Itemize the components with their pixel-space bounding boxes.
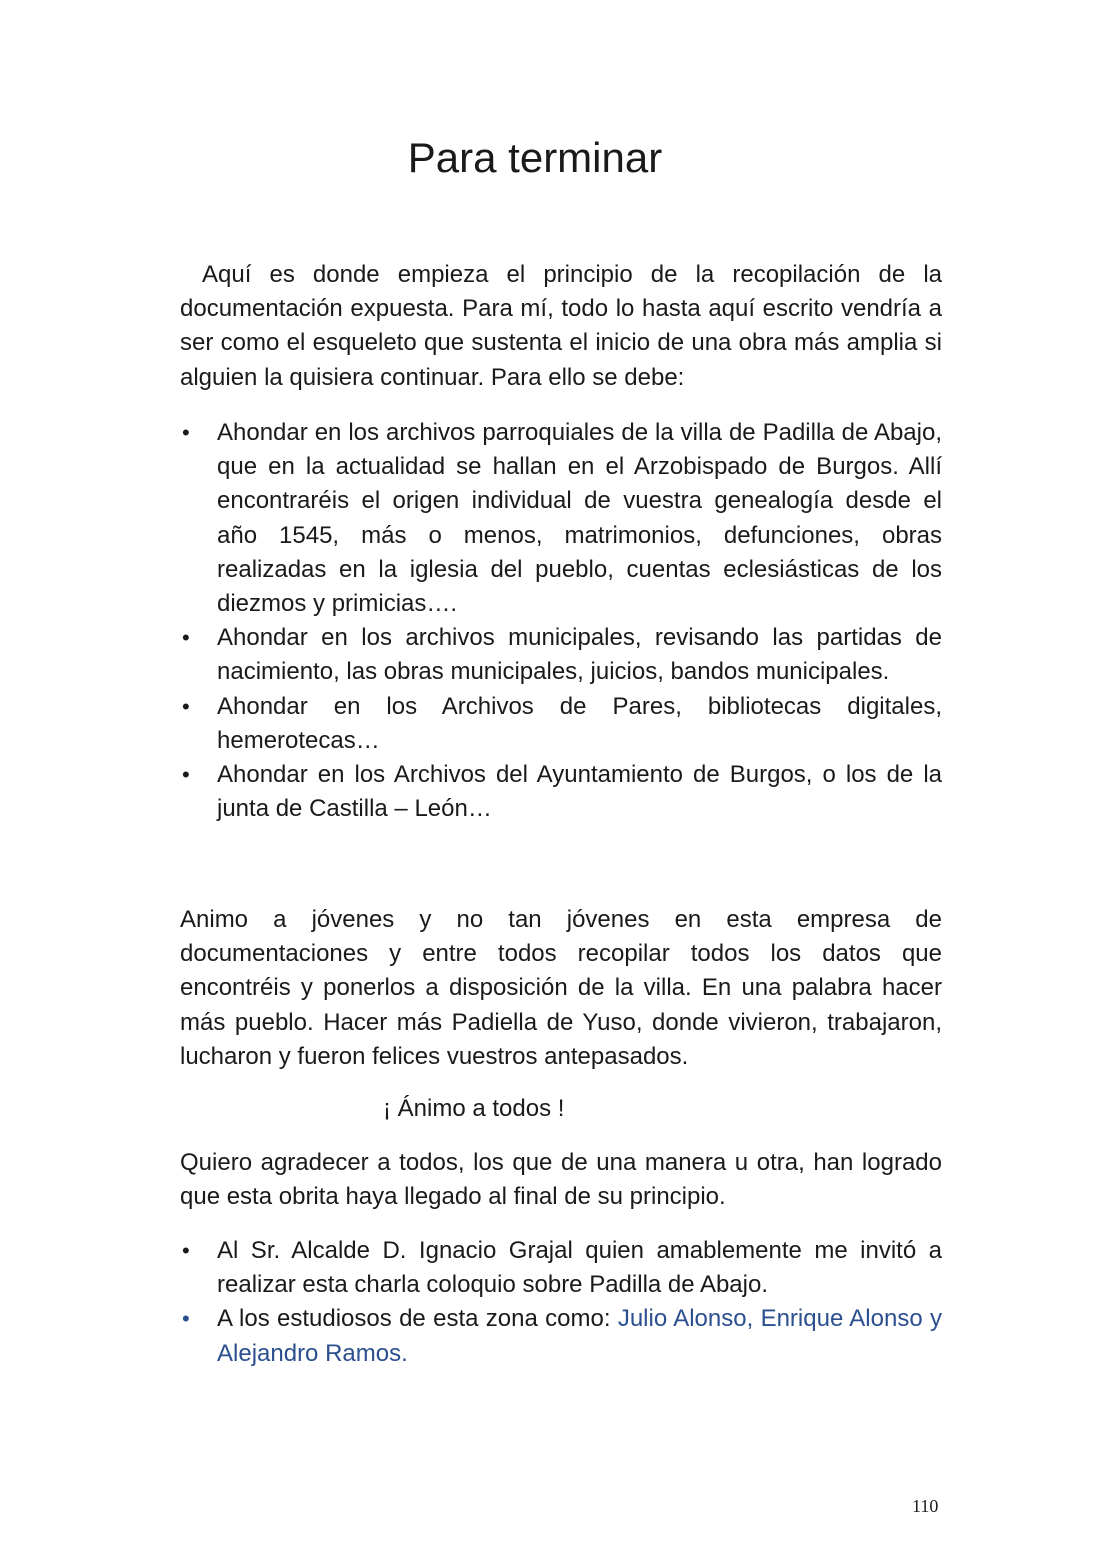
list-item (180, 1234, 942, 1302)
list-item (180, 690, 942, 758)
task-text: Ahondar en los archivos municipales, revisando las partidas de nacimiento, las obras municipales, juicios, bandos municipales. (217, 624, 942, 686)
list-item (180, 621, 942, 689)
bullet-icon: • (182, 1238, 190, 1263)
page-number: 110 (912, 1496, 939, 1516)
research-task-list (180, 416, 942, 826)
scholars-names-link[interactable]: Julio Alonso, Enrique Alonso y Alejandro Ramos. (217, 1305, 942, 1367)
bullet-icon: • (182, 762, 190, 788)
bullet-icon: • (182, 1306, 190, 1332)
list-item (180, 416, 942, 621)
encouragement-paragraph: Animo a jóvenes y no tan jóvenes en esta empresa de documentaciones y entre todos recopilar todos los datos que encontréis y ponerlos a disposición de la villa. En una palabra hacer más pueblo. Hacer más Padiella de Yuso, donde vivieron, trabajaron, lucharon y fueron felices vuestros antepasados. (180, 906, 942, 1070)
intro-paragraph: Aquí es donde empieza el principio de la recopilación de la documentación expuesta. Para mí, todo lo hasta aquí escrito vendría a ser como el esqueleto que sustenta el inicio de una obra más amplia si alguien la quisiera continuar. Para ello se debe: (180, 261, 942, 391)
bullet-icon: • (182, 420, 190, 445)
cheer-line: ¡ Ánimo a todos ! (383, 1095, 565, 1122)
acknowledgements-list (180, 1234, 942, 1371)
task-text: Ahondar en los archivos parroquiales de la villa de Padilla de Abajo, que en la actualidad se hallan en el Arzobispado de Burgos. Allí encontraréis el origen individual de vuestra genealogía desde el año 1545, más o menos, matrimonios, defunciones, obras realizadas en la iglesia del pueblo, cuentas eclesiásticas de los diezmos y primicias…. (217, 419, 942, 618)
task-text: Ahondar en los Archivos del Ayuntamiento de Burgos, o los de la junta de Castilla – León… (217, 761, 942, 823)
list-item (180, 758, 942, 826)
acknowledgement-mayor: Al Sr. Alcalde D. Ignacio Grajal quien amablemente me invitó a realizar esta charla coloquio sobre Padilla de Abajo. (217, 1237, 942, 1299)
bullet-icon: • (182, 625, 190, 651)
acknowledgement-scholars-prefix: A los estudiosos de esta zona como: (217, 1305, 618, 1333)
thanks-paragraph: Quiero agradecer a todos, los que de una manera u otra, han logrado que esta obrita haya llegado al final de su principio. (180, 1149, 942, 1211)
list-item (180, 1302, 942, 1370)
task-text: Ahondar en los Archivos de Pares, bibliotecas digitales, hemerotecas… (217, 692, 942, 754)
bullet-icon: • (182, 693, 190, 719)
page-title: Para terminar (407, 134, 663, 181)
